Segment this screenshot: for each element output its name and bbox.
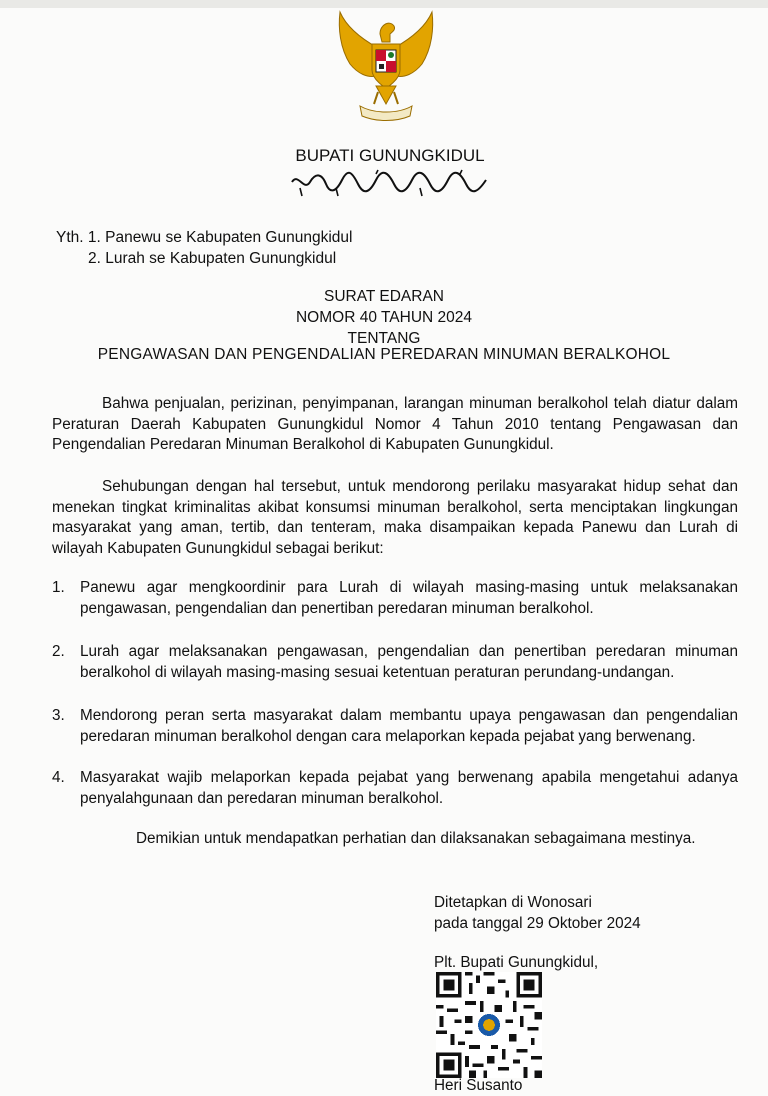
list-item-text: Mendorong peran serta masyarakat dalam membantu upaya pengawasan dan pengendalian peredaran minuman beralkohol dengan cara melaporkan kepada pejabat yang berwenang. [80,707,738,745]
addressee-block [56,227,352,269]
issuer-title: BUPATI GUNUNGKIDUL [295,146,485,165]
document-subject: PENGAWASAN DAN PENGENDALIAN PEREDARAN MINUMAN BERALKOHOL [97,346,671,363]
list-item [52,642,738,683]
qr-code-signature-icon [436,972,542,1078]
body-paragraph-2: Sehubungan dengan hal tersebut, untuk mendorong perilaku masyarakat hidup sehat dan menekan tingkat kriminalitas akibat konsumsi minuman beralkohol, serta menciptakan lingkungan masyarakat yang aman, tertib, dan tenteram, maka disampaikan kepada Panewu dan Lurah di wilayah Kabupaten Gunungkidul sebagai berikut: [52,478,738,557]
list-item-number: 2. [52,643,65,660]
document-type: SURAT EDARAN [323,288,444,305]
list-item-text: Lurah agar melaksanakan pengawasan, pengendalian dan penertiban peredaran minuman beralkohol di wilayah masing-masing sesuai ketentuan peraturan perundang-undangan. [80,643,738,681]
signature-role: Plt. Bupati Gunungkidul, [434,954,599,971]
signature-place: Ditetapkan di Wonosari [434,894,592,911]
list-item [52,578,738,619]
body-paragraph-1: Bahwa penjualan, perizinan, penyimpanan, larangan minuman beralkohol telah diatur dalam Peraturan Daerah Kabupaten Gunungkidul Nomor 4 Tahun 2010 tentang Pengawasan dan Pengendalian Peredaran Minuman Beralkohol di Kabupaten Gunungkidul. [52,395,738,454]
list-item [52,768,738,809]
document-number: NOMOR 40 TAHUN 2024 [295,309,472,326]
list-item-text: Masyarakat wajib melaporkan kepada pejabat yang berwenang apabila mengetahui adanya penyalahgunaan dan peredaran minuman beralkohol. [80,769,738,807]
addressee-item: 1. Panewu se Kabupaten Gunungkidul [87,229,353,246]
list-item [52,706,738,747]
garuda-emblem-icon [330,8,442,122]
javanese-script-title [290,168,490,198]
addressee-prefix: Yth. [56,229,84,246]
list-item-number: 3. [52,707,65,724]
scan-edge [0,0,768,8]
signatory-name: Heri Susanto [434,1077,523,1094]
addressee-item: 2. Lurah se Kabupaten Gunungkidul [88,250,337,267]
closing-paragraph: Demikian untuk mendapatkan perhatian dan dilaksanakan sebagaimana mestinya. [136,830,696,847]
signature-date: pada tanggal 29 Oktober 2024 [434,915,641,932]
list-item-number: 1. [52,579,65,596]
list-item-text: Panewu agar mengkoordinir para Lurah di wilayah masing-masing untuk melaksanakan pengawasan, pengendalian dan penertiban peredaran minuman beralkohol. [80,579,738,617]
list-item-number: 4. [52,769,65,786]
about-label: TENTANG [347,330,421,347]
